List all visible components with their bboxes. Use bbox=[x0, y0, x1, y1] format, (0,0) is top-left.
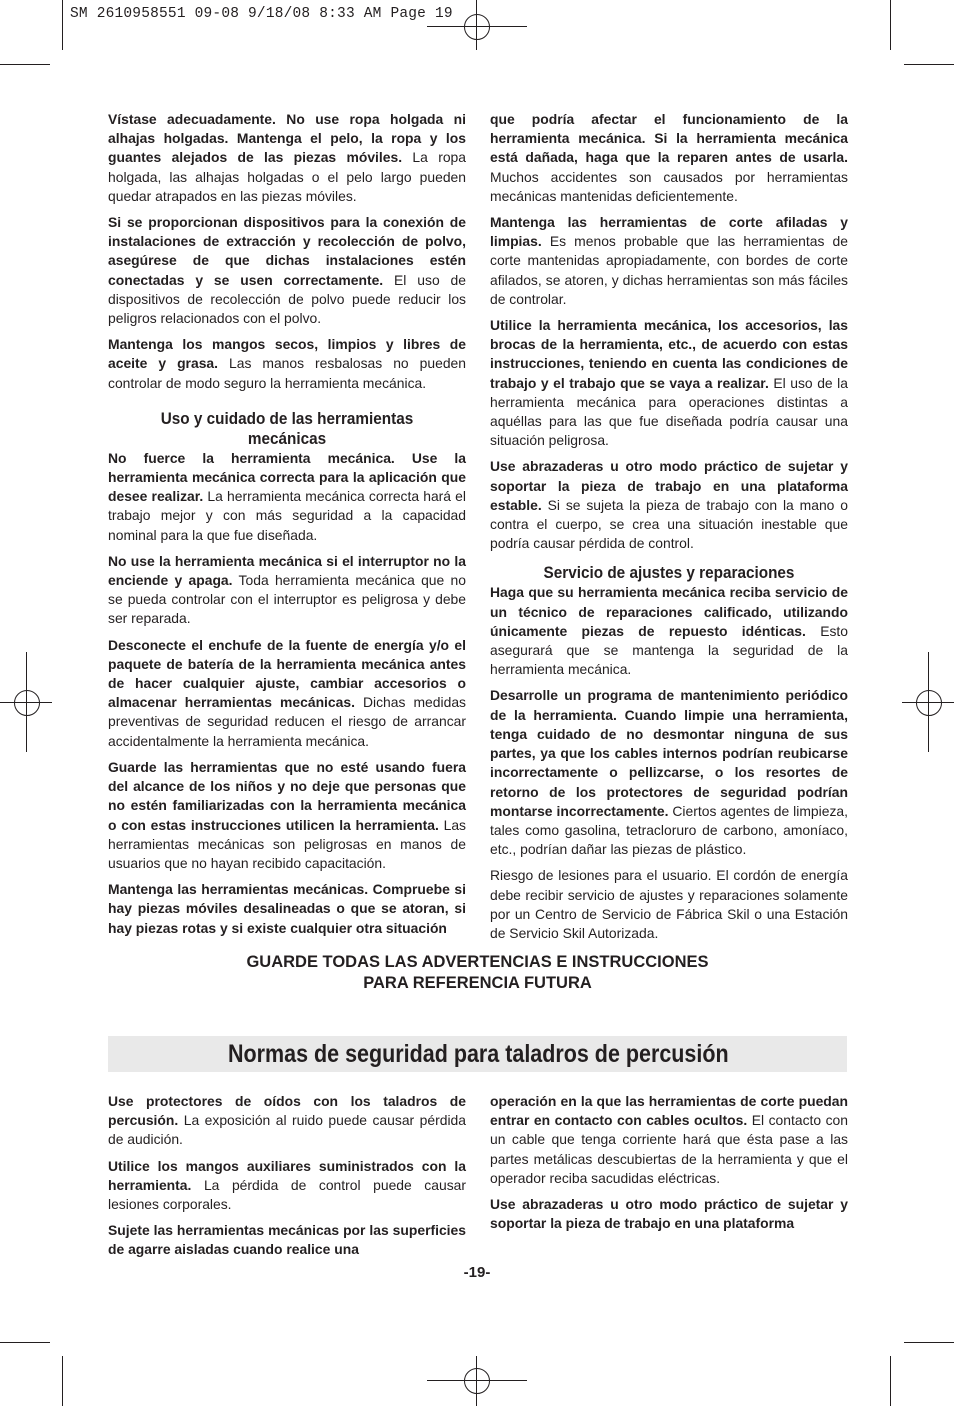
paragraph-maintain-tools: Mantenga las herramientas mecánicas. Compruebe si hay piezas móviles desalineadas o que se atoran, si hay piezas rotas y si existe cualquier otra situación bbox=[108, 881, 466, 936]
paragraph-store-tools: Guarde las herramientas que no esté usando fuera del alcance de los niños y no deje que personas que no estén familiarizadas con la herramienta mecánica o con estas instrucciones utilicen la herramienta. Las herramientas mecánicas son peligrosas en manos de usuarios que no hayan recibido capacitación. bbox=[108, 758, 466, 871]
section-title-banner bbox=[108, 1036, 847, 1072]
paragraph-auxiliary-handles: Utilice los mangos auxiliares suministrados con la herramienta. La pérdida de control puede causar lesiones corporales. bbox=[108, 1157, 466, 1213]
crop-mark-top-left-h bbox=[0, 64, 50, 65]
paragraph-ear-protectors: Use protectores de oídos con los taladros de percusión. La exposición al ruido puede causar pérdida de audición. bbox=[108, 1093, 466, 1148]
paragraph-qualified-service: Haga que su herramienta mecánica reciba servicio de un técnico de reparaciones calificado, utilizando únicamente piezas de repuesto idénticas. Esto asegurará que se mantenga la seguridad de la herramienta mecánica. bbox=[490, 584, 849, 678]
section-title: Normas de seguridad para taladros de percusión bbox=[228, 1040, 729, 1068]
crop-mark-bottom-right-h bbox=[904, 1342, 954, 1343]
paragraph-clamps-drill: Use abrazaderas u otro modo práctico de sujetar y soportar la pieza de trabajo en una plataforma bbox=[490, 1196, 848, 1232]
crop-mark-top-left-v bbox=[62, 0, 63, 50]
paragraph-sharp-tools: Mantenga las herramientas de corte afiladas y limpias. Es menos probable que las herramientas de corte mantenidas apropiadamente, con bordes de corte afilados, se atoren, y dichas herramientas son más fáciles de controlar. bbox=[490, 214, 848, 307]
paragraph-clamps: Use abrazaderas u otro modo práctico de sujetar y soportar la pieza de trabajo en una plataforma estable. Si se sujeta la pieza de trabajo con la mano o contra el cuerpo, se crea una situación inestable que podría causar pérdida de control. bbox=[490, 458, 848, 552]
keep-instructions-notice bbox=[108, 952, 847, 994]
paragraph-damaged-tool: que podría afectar el funcionamiento de la herramienta mecánica. Si la herramienta mecánica está dañada, haga que la reparen antes de usarla. Muchos accidentes son causados por herramientas mecánicas mantenidas deficientemente. bbox=[490, 111, 848, 204]
paragraph-cord-risk: Riesgo de lesiones para el usuario. El cordón de energía debe recibir servicio de ajustes y reparaciones solamente por un Centro de Servicio de Fábrica Skil o una Estación de Servicio Skil Autorizada. bbox=[490, 867, 848, 941]
paragraph-maintenance-program: Desarrolle un programa de mantenimiento periódico de la herramienta. Cuando limpie una herramienta, tenga cuidado de no desmontar ninguna de sus partes, ya que los cables internos podrían reubicarse incorrectamente o pellizcarse, o los resortes de retorno de los protectores de seguridad podrían montarse incorrectamente. Ciertos agentes de limpieza, tales como gasolina, tetracloruro de carbono, amoníaco, etc., podrían dañar las piezas de plástico. bbox=[490, 687, 848, 858]
crop-mark-bottom-left-v bbox=[62, 1356, 63, 1406]
heading-service: Servicio de ajustes y reparaciones bbox=[543, 563, 795, 583]
paragraph-dress-properly: Vístase adecuadamente. No use ropa holgada ni alhajas holgadas. Mantenga el pelo, la ropa y los guantes alejados de las piezas móviles. La ropa holgada, las alhajas holgadas o el pelo largo pueden quedar atrapados en las piezas móviles. bbox=[108, 111, 466, 204]
paragraph-disconnect: Desconecte el enchufe de la fuente de energía y/o el paquete de batería de la herramienta mecánica antes de hacer cualquier ajuste, cambiar accesorios o almacenar herramientas mecánicas. Dichas medidas preventivas de seguridad reducen el riesgo de arrancar accidentalmente la herramienta mecánica. bbox=[108, 636, 466, 749]
paragraph-do-not-force: No fuerce la herramienta mecánica. Use la herramienta mecánica correcta para la aplicación que desee realizar. La herramienta mecánica correcta hará el trabajo mejor y con más seguridad a la capacidad nominal para la que fue diseñada. bbox=[108, 449, 466, 543]
heading-tool-use-care: Uso y cuidado de las herramientas mecánicas bbox=[160, 408, 414, 448]
paragraph-switch: No use la herramienta mecánica si el interruptor no la enciende y apaga. Toda herramienta mecánica que no se pueda controlar con el interruptor es peligrosa y debe ser reparada. bbox=[108, 552, 466, 627]
right-column bbox=[490, 110, 848, 950]
paragraph-insulated-surfaces: Sujete las herramientas mecánicas por las superficies de agarre aisladas cuando realice una bbox=[108, 1222, 466, 1258]
lower-right-column bbox=[490, 1092, 848, 1240]
crop-mark-top-right-h bbox=[904, 64, 954, 65]
crop-mark-bottom-right-v bbox=[890, 1356, 891, 1406]
paragraph-dust-collection: Si se proporcionan dispositivos para la conexión de instalaciones de extracción y recolección de polvo, asegúrese de que dichas instalaciones estén conectadas y se usen correctamente. El uso de dispositivos de recolección de polvo puede reducir los peligros relacionados con el polvo. bbox=[108, 214, 466, 327]
left-column bbox=[108, 110, 466, 945]
printer-slug: SM 2610958551 09-08 9/18/08 8:33 AM Page 19 bbox=[70, 6, 453, 22]
page-number: -19- bbox=[463, 1264, 491, 1281]
crop-mark-top-right-v bbox=[890, 0, 891, 50]
crop-mark-bottom-left-h bbox=[0, 1342, 50, 1343]
paragraph-use-accordance: Utilice la herramienta mecánica, los accesorios, las brocas de la herramienta, etc., de acuerdo con estas instrucciones, teniendo en cuenta las condiciones de trabajo y el trabajo que se vaya a realizar. El uso de la herramienta mecánica para operaciones distintas a aquéllas para las que fue diseñada podría causar una situación peligrosa. bbox=[490, 317, 848, 449]
keep-notice-line1: GUARDE TODAS LAS ADVERTENCIAS E INSTRUCCIONES bbox=[246, 953, 709, 971]
lower-left-column bbox=[108, 1092, 466, 1267]
paragraph-hidden-wires: operación en la que las herramientas de corte puedan entrar en contacto con cables ocultos. El contacto con un cable que tenga corriente hará que ésta pase a las partes metálicas descubiertas de la herramienta y que el operador reciba sacudidas eléctricas. bbox=[490, 1093, 849, 1186]
keep-notice-line2: PARA REFERENCIA FUTURA bbox=[363, 974, 592, 992]
paragraph-dry-handles: Mantenga los mangos secos, limpios y libres de aceite y grasa. Las manos resbalosas no pueden controlar de modo seguro la herramienta mecánica. bbox=[108, 336, 466, 391]
